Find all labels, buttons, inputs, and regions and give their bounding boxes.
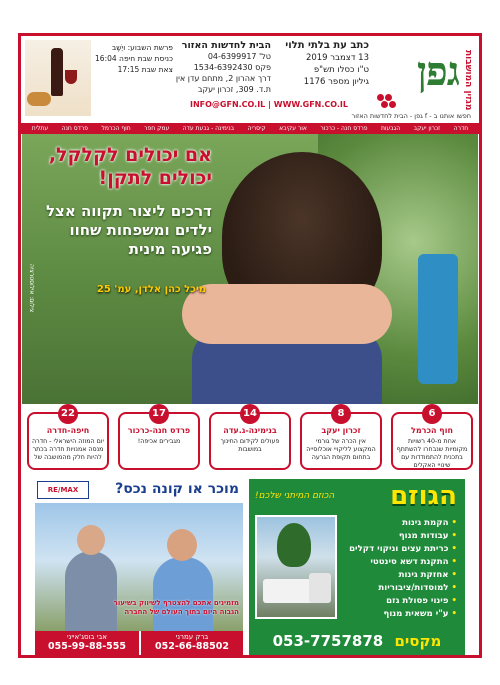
- teaser-title: בנימינה-ג.עדה: [223, 426, 277, 435]
- child-arms: [182, 284, 392, 344]
- shabbat-exit: צאת שבת 17:15: [117, 65, 173, 74]
- agent-name: ברק עמרני: [175, 633, 209, 641]
- agent-phone[interactable]: 055-99-88-555: [48, 641, 126, 652]
- service-item: • הקמת גינות: [337, 517, 457, 530]
- service-item: • כריתת עצים וניקוי דקלים: [337, 543, 457, 556]
- agent-head: [167, 529, 197, 561]
- publisher-pobox: ת.ד. 309, זכרון יעקב: [197, 85, 271, 94]
- publisher-phone: טל' 04-6399917: [207, 52, 271, 61]
- service-item: • למוסדות/ציבוריות: [337, 582, 457, 595]
- publisher-fax: פקס 1534-6392430: [193, 63, 271, 72]
- remax-ad-header: [35, 479, 243, 501]
- photo-credit: צילום: אילוסטרציה: [28, 264, 35, 313]
- remax-invite: מזמינים אתכם להצטרף לשיווק בשיעור הגבוה היום בתוך העולם של החברה: [113, 599, 239, 616]
- issue-number: גיליון מספר 1176: [303, 77, 369, 87]
- shabbat-entry: כניסת שבת חיפה 16:04: [95, 54, 173, 63]
- logo-title: גפן: [416, 48, 459, 95]
- service-list: [337, 517, 457, 621]
- cover-subheadline: דרכים ליצור תקווה אצל ילדים ומשפחות שחוו פגיעה מינית: [45, 202, 212, 258]
- agents-photo: [35, 503, 243, 631]
- page-number-badge: 6: [422, 404, 442, 424]
- contact-email-web[interactable]: INFO@GFN.CO.IL | WWW.GFN.CO.IL: [189, 100, 349, 109]
- nav-item[interactable]: פרדס חנה - כרכור: [320, 125, 368, 132]
- challah-icon: [27, 92, 51, 106]
- masthead: [21, 36, 479, 122]
- tree-icon: [277, 523, 311, 567]
- issue-date: 13 דצמבר 2019: [305, 53, 369, 63]
- nav-item[interactable]: אור עקיבא: [279, 125, 307, 132]
- service-item: • התקנת דשא סינטטי: [337, 556, 457, 569]
- teaser-text: אין הכרה של גורמי המקצוע לליקויי אוכלוסייה בתחום תקופת הגרעה: [306, 438, 376, 461]
- service-item: • פינוי פסולת גזם: [337, 595, 457, 608]
- teaser-text: מגבירים אכיפה!: [137, 438, 181, 445]
- agent-head: [77, 525, 105, 555]
- region-nav: [21, 123, 479, 134]
- teaser-text: פעולים לקידום החינוך במושבות: [220, 438, 280, 453]
- cover-author: מיכל כהן אלדן, עמ' 25: [96, 284, 206, 295]
- page-number-badge: 14: [240, 404, 260, 424]
- newspaper-cover: [18, 33, 482, 658]
- service-item: • אחזקת גינות: [337, 569, 457, 582]
- wine-glass-icon: [65, 70, 77, 84]
- publisher-address: דרך אהרון 2, מתחם עדן אין: [175, 74, 271, 83]
- gardening-phone[interactable]: [249, 627, 465, 655]
- wine-photo: [25, 40, 91, 116]
- agent-contacts: [35, 631, 243, 655]
- truck-cab-icon: [309, 573, 331, 603]
- gardening-brand: הגוזם: [390, 481, 457, 511]
- remax-question: מוכר או קונה נכס?: [115, 481, 239, 497]
- teaser-card[interactable]: [118, 408, 200, 470]
- teaser-card[interactable]: [391, 408, 473, 470]
- facebook-line[interactable]: חפשו אותנו ב - f גפן - הבית לחדשות האזור: [351, 112, 471, 120]
- gardening-contact-name: מקסים: [394, 632, 442, 650]
- agent-name: אבי בוסג'אייני: [66, 633, 107, 641]
- article-teasers: [27, 408, 473, 474]
- logo[interactable]: [373, 42, 473, 112]
- publisher-tagline: הבית לחדשות האזור: [181, 40, 271, 51]
- page-number-badge: 8: [331, 404, 351, 424]
- teaser-title: זכרון יעקב: [321, 426, 361, 435]
- cover-headline[interactable]: אם יכולים לקלקל, יכולים לתקן!: [48, 144, 212, 189]
- wine-bottle-icon: [51, 48, 63, 96]
- page-number-badge: 17: [149, 404, 169, 424]
- nav-item[interactable]: קיסריה: [247, 125, 266, 132]
- grape-icon: [377, 94, 395, 112]
- nav-item[interactable]: חוף הכרמל: [101, 125, 131, 132]
- nav-item[interactable]: הגבעות: [380, 125, 401, 132]
- teaser-text: אחת מ-40 רשויות מקומיות שנבחרו להשתתף בתכנית להתמודדות עם שינויי האקלים: [396, 438, 468, 469]
- teaser-title: חוף הכרמל: [411, 426, 453, 435]
- truck-photo: [255, 515, 337, 619]
- logo-subtitle: מגזין המושבות: [463, 50, 473, 111]
- issue-tagline: כתב עת בלתי תלוי: [285, 40, 369, 51]
- agent-phone[interactable]: 052-66-88502: [155, 641, 229, 652]
- agent-contact[interactable]: [35, 631, 139, 655]
- gardening-tagline: הכוזם המיתני שלכם!: [255, 491, 335, 501]
- gardening-phone-number[interactable]: 053-7757878: [272, 632, 384, 650]
- gardening-ad[interactable]: [249, 479, 465, 655]
- issue-hebrew-date: ט"ו כסלו תש"פ: [313, 65, 369, 75]
- remax-logo: RE/MAX: [37, 481, 89, 499]
- shabbat-times: [93, 42, 173, 75]
- nav-item[interactable]: עתלית: [31, 125, 49, 132]
- teaser-text: יום המוזה הישראלי - חדרה מנסה אמנויות חדרה בכתר להיות חלק מהמושבה של: [32, 438, 104, 461]
- remax-ad[interactable]: [35, 479, 243, 655]
- teaser-card[interactable]: [27, 408, 109, 470]
- nav-item[interactable]: פרדס חנה: [61, 125, 89, 132]
- teaser-card[interactable]: [209, 408, 291, 470]
- weekly-portion: פרשת השבוע: ויֵשֶׁב: [111, 43, 173, 52]
- agent-contact[interactable]: [139, 631, 243, 655]
- blue-chair: [418, 254, 458, 384]
- nav-item[interactable]: חדרה: [453, 125, 469, 132]
- teaser-card[interactable]: [300, 408, 382, 470]
- agent-figure: [153, 557, 213, 631]
- issue-info: [273, 40, 369, 88]
- teaser-title: פרדס חנה-כרכור: [127, 426, 191, 435]
- agent-figure: [65, 551, 117, 631]
- teaser-title: חיפה-חדרה: [46, 426, 90, 435]
- nav-item[interactable]: בנימינה - גבעת עדה: [182, 125, 235, 132]
- service-item: • עבודות מנוף: [337, 530, 457, 543]
- cover-story[interactable]: [22, 134, 478, 404]
- nav-item[interactable]: עמק חפר: [144, 125, 170, 132]
- page-number-badge: 22: [58, 404, 78, 424]
- nav-item[interactable]: זכרון יעקב: [413, 125, 441, 132]
- service-item: • ע"י משאית מנוף: [337, 608, 457, 621]
- publisher-info: [167, 40, 271, 95]
